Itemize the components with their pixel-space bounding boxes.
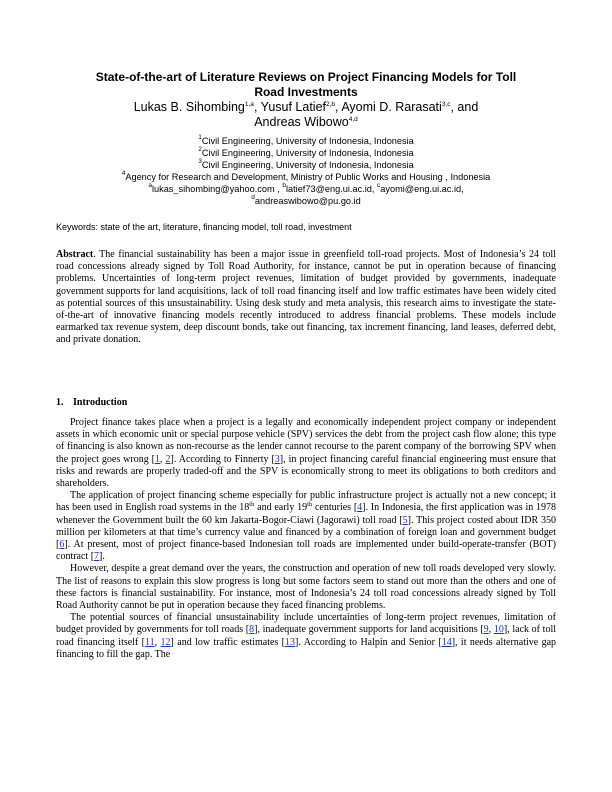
email-text: andreaswibowo@pu.go.id xyxy=(254,196,361,206)
affiliation xyxy=(56,171,556,183)
author-separator: , xyxy=(253,100,261,114)
paper-title xyxy=(56,70,556,100)
section-heading xyxy=(56,397,556,408)
abstract-label: Abstract xyxy=(56,249,94,260)
author-name: Yusuf Latief xyxy=(260,100,326,114)
email-text: ayomi@eng.ui.ac.id, xyxy=(380,184,464,194)
title-line-1: State-of-the-art of Literature Reviews on Project Financing Models for Toll xyxy=(95,70,517,84)
email-sup: a xyxy=(148,182,152,189)
author-name: Lukas B. Sihombing xyxy=(133,100,245,114)
citation-link[interactable]: 14 xyxy=(441,636,452,648)
citation-link[interactable]: 11 xyxy=(145,636,155,648)
keywords: Keywords: state of the art, literature, financing model, toll road, investment xyxy=(56,222,352,232)
citation-link[interactable]: 8 xyxy=(249,624,255,636)
affiliation-sup: 2 xyxy=(198,146,202,153)
author-sup: 2,b xyxy=(326,101,336,108)
author-sup: 3,c xyxy=(441,101,451,108)
author-separator: , and xyxy=(450,100,479,114)
citation-link[interactable]: 4 xyxy=(357,502,363,514)
abstract xyxy=(56,249,556,347)
author-sup: 4,d xyxy=(348,116,358,123)
citation-link[interactable]: 7 xyxy=(94,551,100,563)
author-name: Andreas Wibowo xyxy=(254,115,349,129)
author-list xyxy=(56,100,556,130)
authors-line-1 xyxy=(56,100,556,115)
affiliation xyxy=(56,159,556,171)
citation-link[interactable]: 6 xyxy=(59,539,65,551)
section-title: Introduction xyxy=(73,397,128,408)
email-sup: d xyxy=(251,194,255,201)
introduction-body xyxy=(56,417,556,661)
email-sup: b xyxy=(282,182,286,189)
email-line xyxy=(56,183,556,195)
paragraph: Project finance takes place when a project is a legally and economically independent project company or independent assets in which economic unit or special purpose vehicle (SPV) services the debt from the project cash flow alone; this type of financing is also known as non-recourse as the lender cannot recourse to the parent company of the borrowing SPV when the project goes wrong [1, 2]. According to Finnerty [3], in project financing careful financial engineering must ensure that risks and rewards are properly traded-off and the SPV is economically strong to meet its obligations to both creditors and shareholders. xyxy=(56,417,557,490)
affiliation-sup: 4 xyxy=(121,170,126,177)
affiliation-text: Civil Engineering, University of Indonesia, Indonesia xyxy=(201,160,414,170)
affiliation-sup: 1 xyxy=(198,134,202,141)
affiliation-list xyxy=(56,135,556,207)
email-text: latief73@eng.ui.ac.id, xyxy=(285,184,378,194)
citation-link[interactable]: 1 xyxy=(155,453,161,465)
author-name: Ayomi D. Rarasati xyxy=(341,100,442,114)
email-text: lukas_sihombing@yahoo.com , xyxy=(151,184,283,194)
affiliation xyxy=(56,135,556,147)
ordinal-superscript: th xyxy=(307,501,313,509)
citation-link[interactable]: 12 xyxy=(160,636,171,648)
affiliation xyxy=(56,147,556,159)
title-line-2: Road Investments xyxy=(254,85,358,99)
ordinal-superscript: th xyxy=(249,501,255,509)
authors-line-2 xyxy=(56,115,556,130)
affiliation-text: Civil Engineering, University of Indonesia, Indonesia xyxy=(201,148,414,158)
citation-link[interactable]: 13 xyxy=(285,636,296,648)
abstract-text: . The financial sustainability has been a major issue in greenfield toll-road projects. Most of Indonesia’s 24 toll road concessions already signed by Toll Road Authority, for instance, cannot be put in operation because of financing problems. Uncertainties of long-term project revenues, limitation of budget provided by governments, inadequate government supports for land acquisitions, lack of toll road financing itself and low traffic estimates have been widely cited as potential sources of this unsustainability. Using desk study and meta analysis, this research aims to investigate the state-of-the-art of innovative financing models recently introduced to address financial problems. These models include earmarked tax revenue system, deep discount bonds, take out financing, tax increment financing, land leases, deferred debt, and private donation. xyxy=(56,249,556,346)
affiliation-sup: 3 xyxy=(198,158,202,165)
citation-link[interactable]: 5 xyxy=(402,514,408,526)
email-sup: c xyxy=(377,182,381,189)
paragraph: The potential sources of financial unsustainability include uncertainties of long-term project revenues, limitation of budget provided by governments for toll roads [8], inadequate government supports for land acquisitions [9, 10], lack of toll road financing itself [11, 12] and low traffic estimates [13]. According to Halpin and Senior [14], it needs alternative gap financing to fill the gap. The xyxy=(56,612,557,660)
paragraph: The application of project financing scheme especially for public infrastructure project is actually not a new concept; it has been used in English road systems in the 18th and early 19th centuries [4]. In Indonesia, the first application was in 1978 whenever the Government built the 60 km Jakarta-Bogor-Ciawi (Jagorawi) toll road [5]. This project costed about IDR 350 million per kilometers at that time’s currency value and financed by a combination of foreign loan and government budget [6]. At present, most of project finance-based Indonesian toll roads are implemented under build-operate-transfer (BOT) contract [7]. xyxy=(56,490,556,563)
affiliation-text: Civil Engineering, University of Indonesia, Indonesia xyxy=(201,136,414,146)
affiliation-text: Agency for Research and Development, Ministry of Public Works and Housing , Indonesia xyxy=(125,172,491,182)
paragraph: However, despite a great demand over the years, the construction and operation of new toll roads developed very slowly. The list of reasons to explain this slow progress is long but some factors seem to stand out more than the others and one of these factors is financial sustainability. For instance, most of Indonesia’s 24 toll road concessions already signed by Toll Road Authority cannot be put in operation because they faced financing problems. xyxy=(56,563,556,612)
author-sup: 1,a xyxy=(244,101,254,108)
section-number: 1. xyxy=(56,397,64,408)
citation-link[interactable]: 3 xyxy=(274,453,280,465)
author-separator: , xyxy=(335,100,342,114)
email-line xyxy=(56,195,556,207)
citation-link[interactable]: 10 xyxy=(493,624,504,636)
citation-link[interactable]: 2 xyxy=(165,453,171,465)
citation-link[interactable]: 9 xyxy=(483,624,489,636)
